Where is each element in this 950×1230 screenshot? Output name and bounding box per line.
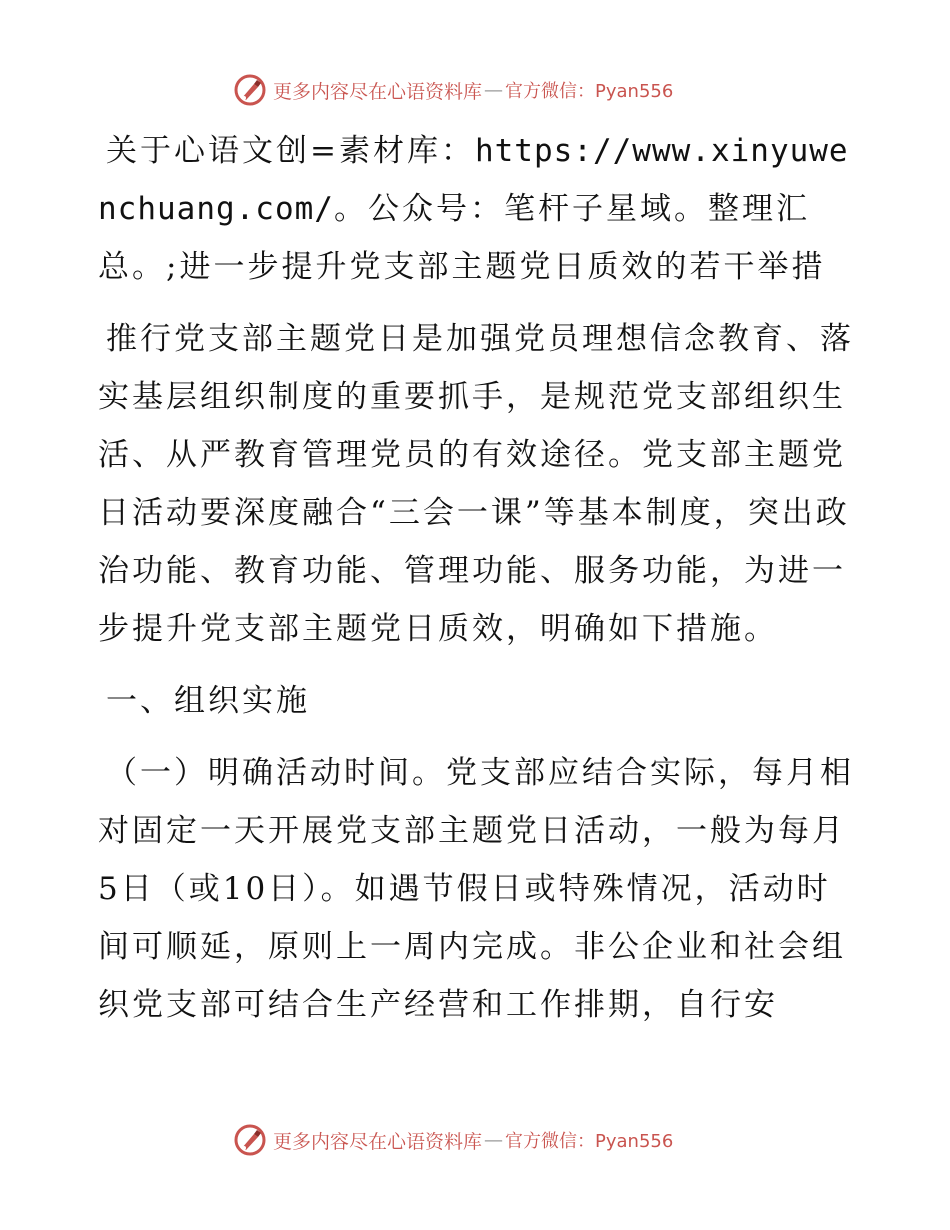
intro-url: https://www.xinyuwenchuang.com/: [98, 133, 849, 227]
footer-watermark-banner: [233, 1122, 673, 1158]
banner-text: 更多内容尽在心语资料库: [273, 1130, 483, 1153]
banner-separator: —: [484, 79, 504, 101]
intro-prefix: 关于心语文创=素材库：: [106, 133, 475, 169]
pen-logo-icon: [233, 1123, 267, 1157]
paragraph-2: （一）明确活动时间。党支部应结合实际，每月相对固定一天开展党支部主题党日活动，一般为每月5日（或10日）。如遇节假日或特殊情况，活动时间可顺延，原则上一周内完成。非公企业和社会组织党支部可结合生产经营和工作排期，自行安: [98, 755, 854, 1023]
header-watermark-banner: [233, 72, 673, 108]
banner-text: 更多内容尽在心语资料库: [273, 80, 483, 103]
banner-contact: 官方微信：Pyan556: [505, 81, 674, 102]
paragraph-1: 推行党支部主题党日是加强党员理想信念教育、落实基层组织制度的重要抓手，是规范党支部组织生活、从严教育管理党员的有效途径。党支部主题党日活动要深度融合“三会一课”等基本制度，突出政治功能、教育功能、管理功能、服务功能，为进一步提升党支部主题党日质效，明确如下措施。: [98, 321, 854, 647]
section-heading: 一、组织实施: [106, 683, 310, 719]
intro-paragraph: [98, 122, 858, 296]
pen-logo-icon: [233, 73, 267, 107]
banner-contact: 官方微信：Pyan556: [505, 1131, 674, 1152]
banner-separator: —: [484, 1129, 504, 1151]
document-body: [98, 122, 858, 1034]
intro-suffix: 。公众号：笔杆子星域。整理汇总。;进一步提升党支部主题党日质效的若干举措: [98, 191, 826, 285]
